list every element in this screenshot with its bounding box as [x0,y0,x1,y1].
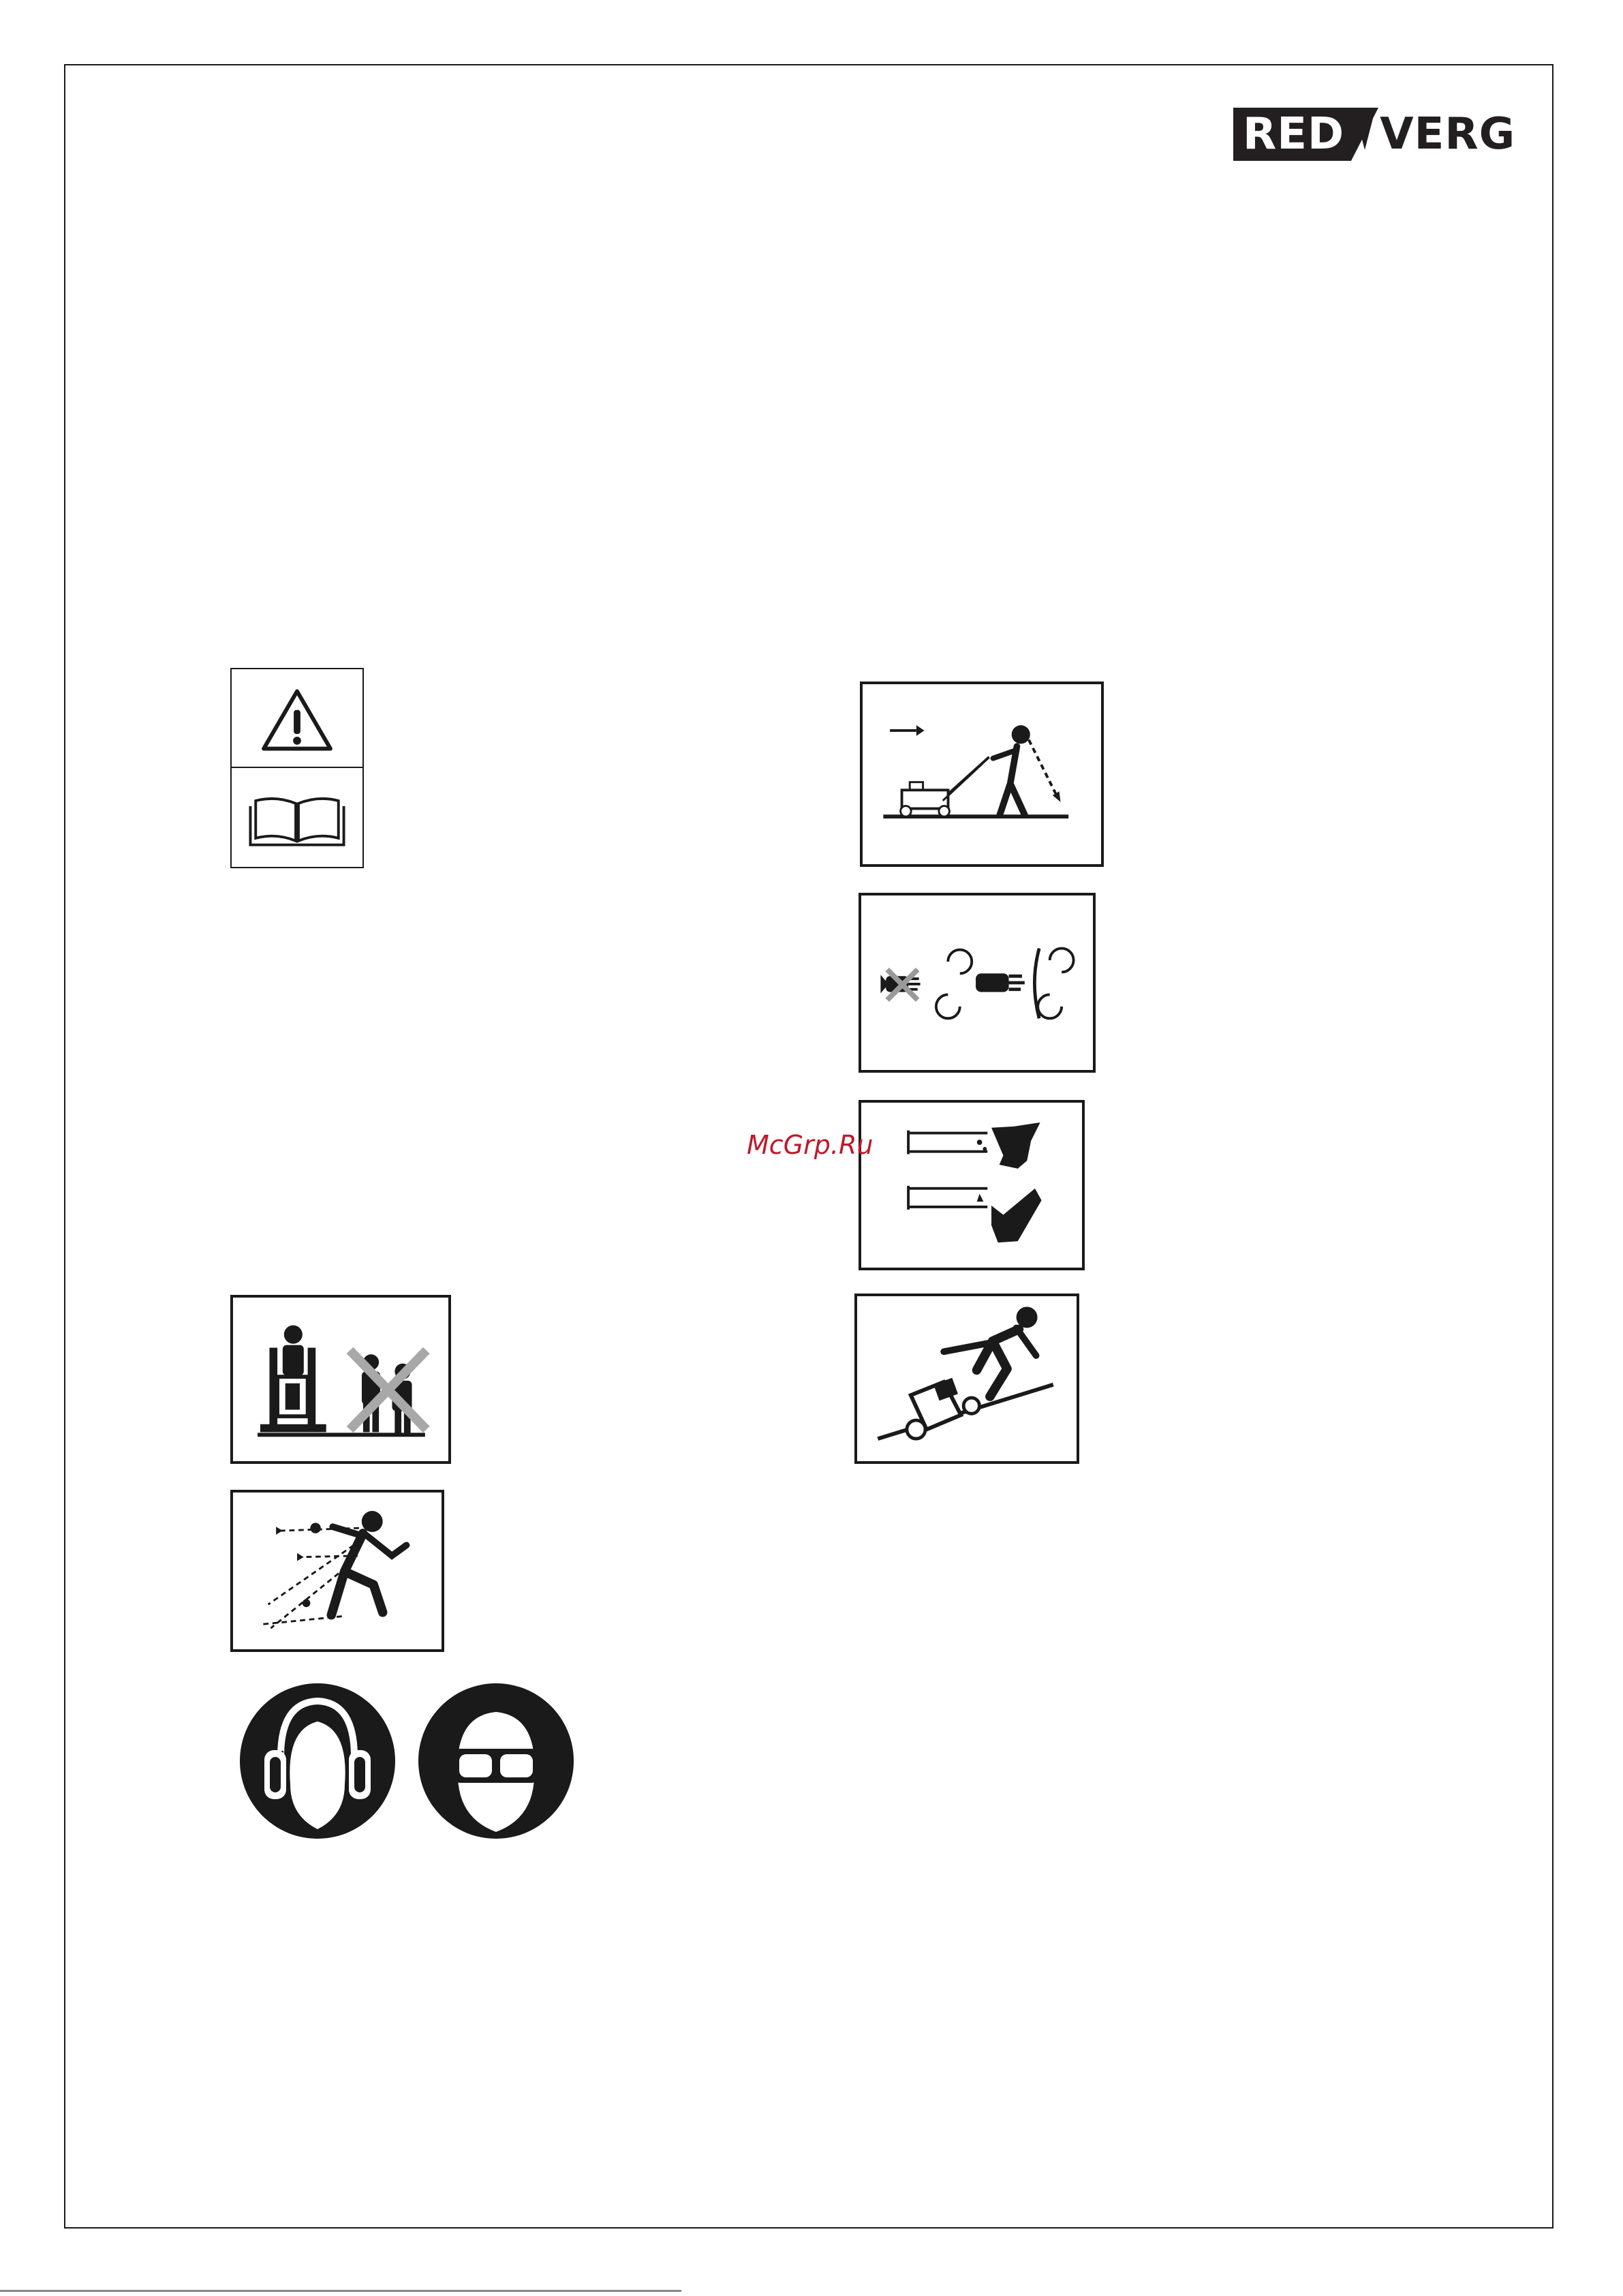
read-manual-icon [250,799,343,845]
walk-behind-operator-box [860,682,1104,867]
warning-triangle-icon [232,669,362,867]
redverg-logo [1233,108,1515,161]
footer-divider [0,2290,681,2292]
foot-under-deck-hazard-icon [861,1103,1082,1268]
warning-manual-box [230,668,364,868]
thrown-objects-icon [233,1493,442,1649]
rotating-blades-box [859,893,1096,1073]
slope-rollover-box [854,1294,1079,1464]
keep-bystanders-away-icon [233,1298,448,1461]
slope-rollover-icon [857,1296,1077,1461]
keep-bystanders-box [230,1295,451,1464]
walk-behind-operator-icon [863,684,1101,864]
logo-red-text: RED [1233,108,1351,161]
eye-protection-sign [417,1682,575,1840]
watermark-text: McGrp.Ru [747,1130,874,1160]
logo-slash-icon [1351,108,1378,161]
rotating-blades-hand-hazard-icon [861,896,1093,1070]
foot-under-deck-box [859,1100,1085,1270]
ear-protection-sign [238,1682,397,1840]
wear-eye-protection-icon [417,1682,575,1840]
logo-verg-text: VERG [1380,109,1516,159]
wear-ear-protection-icon [238,1682,397,1840]
thrown-objects-box [230,1490,444,1652]
